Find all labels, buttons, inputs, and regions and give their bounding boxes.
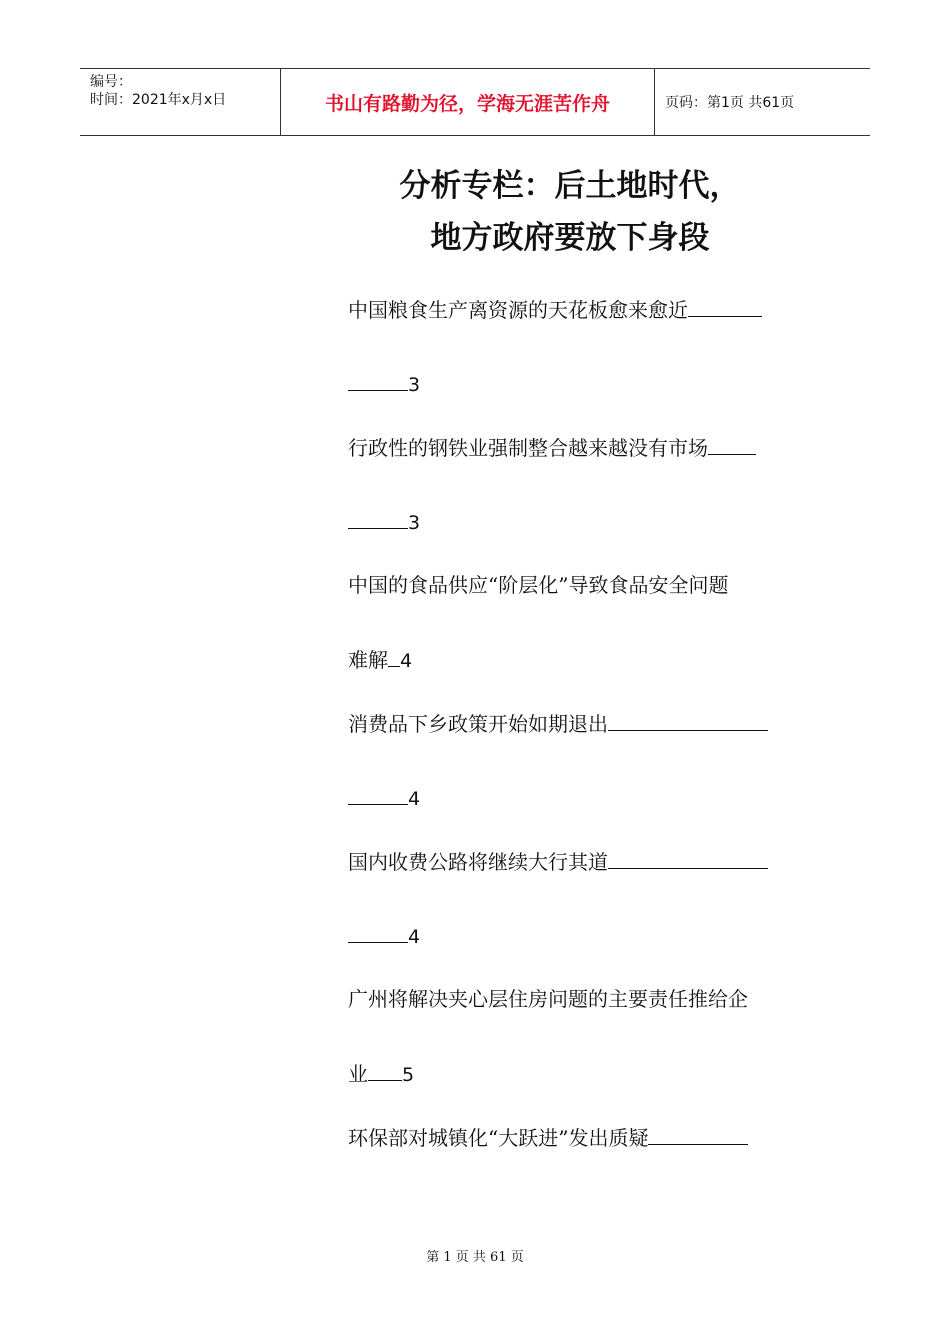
toc-leader xyxy=(368,1060,402,1081)
toc-entry-6-page: 5 xyxy=(402,1064,415,1086)
toc-entry-2-text: 行政性的钢铁业强制整合越来越没有市场 xyxy=(348,436,708,460)
toc-entry-4-text-line[interactable] xyxy=(348,710,768,737)
toc-entry-7-text: 环保部对城镇化“大跃进”发出质疑 xyxy=(348,1126,649,1150)
header-page-info: 页码：第1页 共61页 xyxy=(665,95,795,111)
toc-entry-5-page: 4 xyxy=(408,926,421,948)
toc-leader xyxy=(708,434,756,455)
toc-entry-3-page: 4 xyxy=(400,650,413,672)
header-motto: 书山有路勤为径，学海无涯苦作舟 xyxy=(281,69,655,135)
date-label: 时间：2021年x月x日 xyxy=(90,92,227,108)
toc-leader xyxy=(688,296,762,317)
toc-entry-1-text-line[interactable] xyxy=(348,296,762,323)
document-title-line-2: 地方政府要放下身段 xyxy=(430,220,710,256)
toc-leader xyxy=(608,848,768,869)
toc-entry-3-page-line xyxy=(348,646,412,674)
toc-entry-4-page-line xyxy=(348,784,420,812)
toc-leader xyxy=(648,1124,748,1145)
toc-leader xyxy=(608,710,768,731)
toc-entry-6-page-line xyxy=(348,1060,414,1088)
toc-entry-3-text-cont: 难解 xyxy=(348,648,388,672)
toc-leader xyxy=(348,508,408,529)
toc-entry-2-page-line xyxy=(348,508,420,536)
toc-entry-1-page: 3 xyxy=(408,374,421,396)
toc-entry-2-text-line[interactable] xyxy=(348,434,756,461)
toc-entry-5-page-line xyxy=(348,922,420,950)
toc-entry-3-text: 中国的食品供应“阶层化”导致食品安全问题 xyxy=(348,573,729,597)
toc-entry-5-text-line[interactable] xyxy=(348,848,768,875)
toc-entry-2-page: 3 xyxy=(408,512,421,534)
code-label: 编号： xyxy=(90,74,132,90)
toc-entry-4-text: 消费品下乡政策开始如期退出 xyxy=(348,712,608,736)
toc-leader xyxy=(348,784,408,805)
toc-entry-6-text-cont: 业 xyxy=(348,1062,368,1086)
document-header xyxy=(80,68,870,136)
toc-entry-6-text: 广州将解决夹心层住房问题的主要责任推给企 xyxy=(348,987,748,1011)
toc-entry-1-text: 中国粮食生产离资源的天花板愈来愈近 xyxy=(348,298,688,322)
document-title-line-1: 分析专栏：后土地时代， xyxy=(399,168,741,204)
toc-entry-5-text: 国内收费公路将继续大行其道 xyxy=(348,850,608,874)
header-meta-cell xyxy=(80,69,281,135)
toc-leader xyxy=(388,646,400,667)
toc-entry-1-page-line xyxy=(348,370,420,398)
toc-leader xyxy=(348,922,408,943)
toc-entry-7-text-line[interactable] xyxy=(348,1124,748,1151)
toc-leader xyxy=(348,370,408,391)
toc-entry-3-text-line[interactable] xyxy=(348,572,728,598)
page-footer: 第 1 页 共 61 页 xyxy=(426,1250,524,1265)
toc-entry-4-page: 4 xyxy=(408,788,421,810)
toc-entry-6-text-line[interactable] xyxy=(348,986,748,1012)
